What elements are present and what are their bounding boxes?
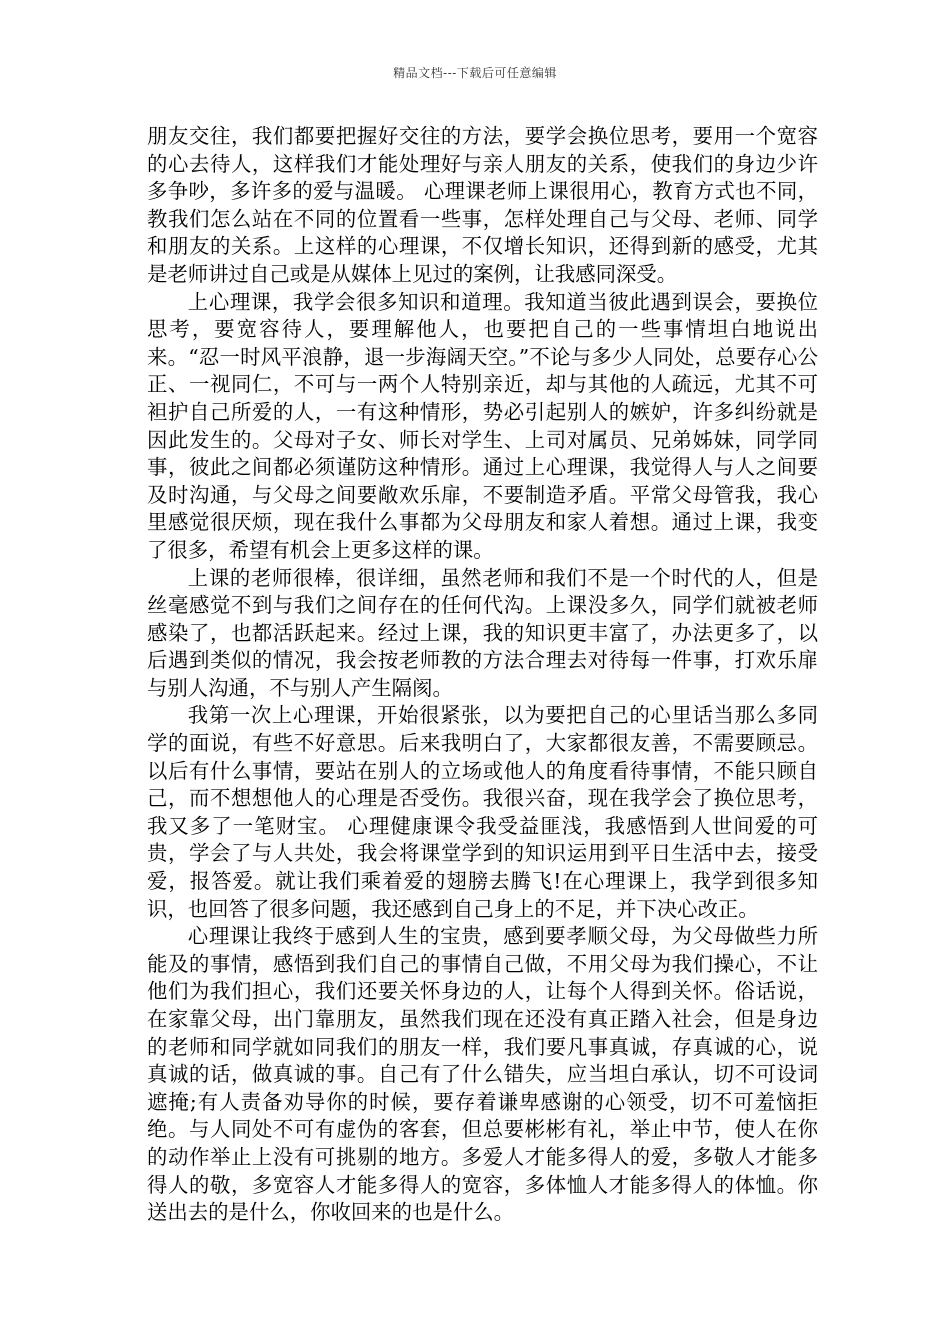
document-body bbox=[147, 123, 818, 1227]
page-header: 精品文档---下载后可任意编辑 bbox=[393, 66, 557, 80]
paragraph-4: 我第一次上心理课，开始很紧张，以为要把自己的心里话当那么多同学的面说，有些不好意思。后来我明白了，大家都很友善，不需要顾忌。以后有什么事情，要站在别人的立场或他人的角度看待事情，不能只顾自己，而不想想他人的心理是否受伤。我很兴奋，现在我学会了换位思考，我又多了一笔财宝。 心理健康课令我受益匪浅，我感悟到人世间爱的可贵，学会了与人共处，我会将课堂学到的知识运用到平日生活中去，接受爱，报答爱。就让我们乘着爱的翅膀去腾飞!在心理课上，我学到很多知识，也回答了很多问题，我还感到自己身上的不足，并下决心改正。 bbox=[147, 703, 818, 921]
paragraph-5: 心理课让我终于感到人生的宝贵，感到要孝顺父母，为父母做些力所能及的事情，感悟到我们自己的事情自己做，不用父母为我们操心，不让他们为我们担心，我们还要关怀身边的人，让每个人得到关怀。俗话说，在家靠父母，出门靠朋友，虽然我们现在还没有真正踏入社会，但是身边的老师和同学就如同我们的朋友一样，我们要凡事真诚，存真诚的心，说真诚的话，做真诚的事。自己有了什么错失，应当坦白承认，切不可设词遮掩;有人责备劝导你的时候，要存着谦卑感谢的心领受，切不可羞恼拒绝。与人同处不可有虚伪的客套，但总要彬彬有礼，举止中节，使人在你的动作举止上没有可挑剔的地方。多爱人才能多得人的爱，多敬人才能多得人的敬，多宽容人才能多得人的宽容，多体恤人才能多得人的体恤。你送出去的是什么，你收回来的也是什么。 bbox=[147, 924, 818, 1225]
paragraph-3: 上课的老师很棒，很详细，虽然老师和我们不是一个时代的人，但是丝毫感觉不到与我们之间存在的任何代沟。上课没多久，同学们就被老师感染了，也都活跃起来。经过上课，我的知识更丰富了，办法更多了，以后遇到类似的情况，我会按老师教的方法合理去对待每一件事，打欢乐扉与别人沟通，不与别人产生隔阂。 bbox=[147, 565, 818, 700]
paragraph-2: 上心理课，我学会很多知识和道理。我知道当彼此遇到误会，要换位思考，要宽容待人，要理解他人，也要把自己的一些事情坦白地说出来。“忍一时风平浪静，退一步海阔天空。”不论与多少人同处，总要存心公正、一视同仁，不可与一两个人特别亲近，却与其他的人疏远，尤其不可袒护自己所爱的人，一有这种情形，势必引起别人的嫉妒，许多纠纷就是因此发生的。父母对子女、师长对学生、上司对属员、兄弟姊妹，同学同事，彼此之间都必须谨防这种情形。通过上心理课，我觉得人与人之间要及时沟通，与父母之间要敞欢乐扉，不要制造矛盾。平常父母管我，我心里感觉很厌烦，现在我什么事都为父母朋友和家人着想。通过上课，我变了很多，希望有机会上更多这样的课。 bbox=[147, 289, 818, 562]
paragraph-1: 朋友交往，我们都要把握好交往的方法，要学会换位思考，要用一个宽容的心去待人，这样我们才能处理好与亲人朋友的关系，使我们的身边少许多争吵，多许多的爱与温暖。 心理课老师上课很用心，教育方式也不同，教我们怎么站在不同的位置看一些事，怎样处理自己与父母、老师、同学和朋友的关系。上这样的心理课，不仅增长知识，还得到新的感受，尤其是老师讲过自己或是从媒体上见过的案例，让我感同深受。 bbox=[147, 124, 818, 286]
